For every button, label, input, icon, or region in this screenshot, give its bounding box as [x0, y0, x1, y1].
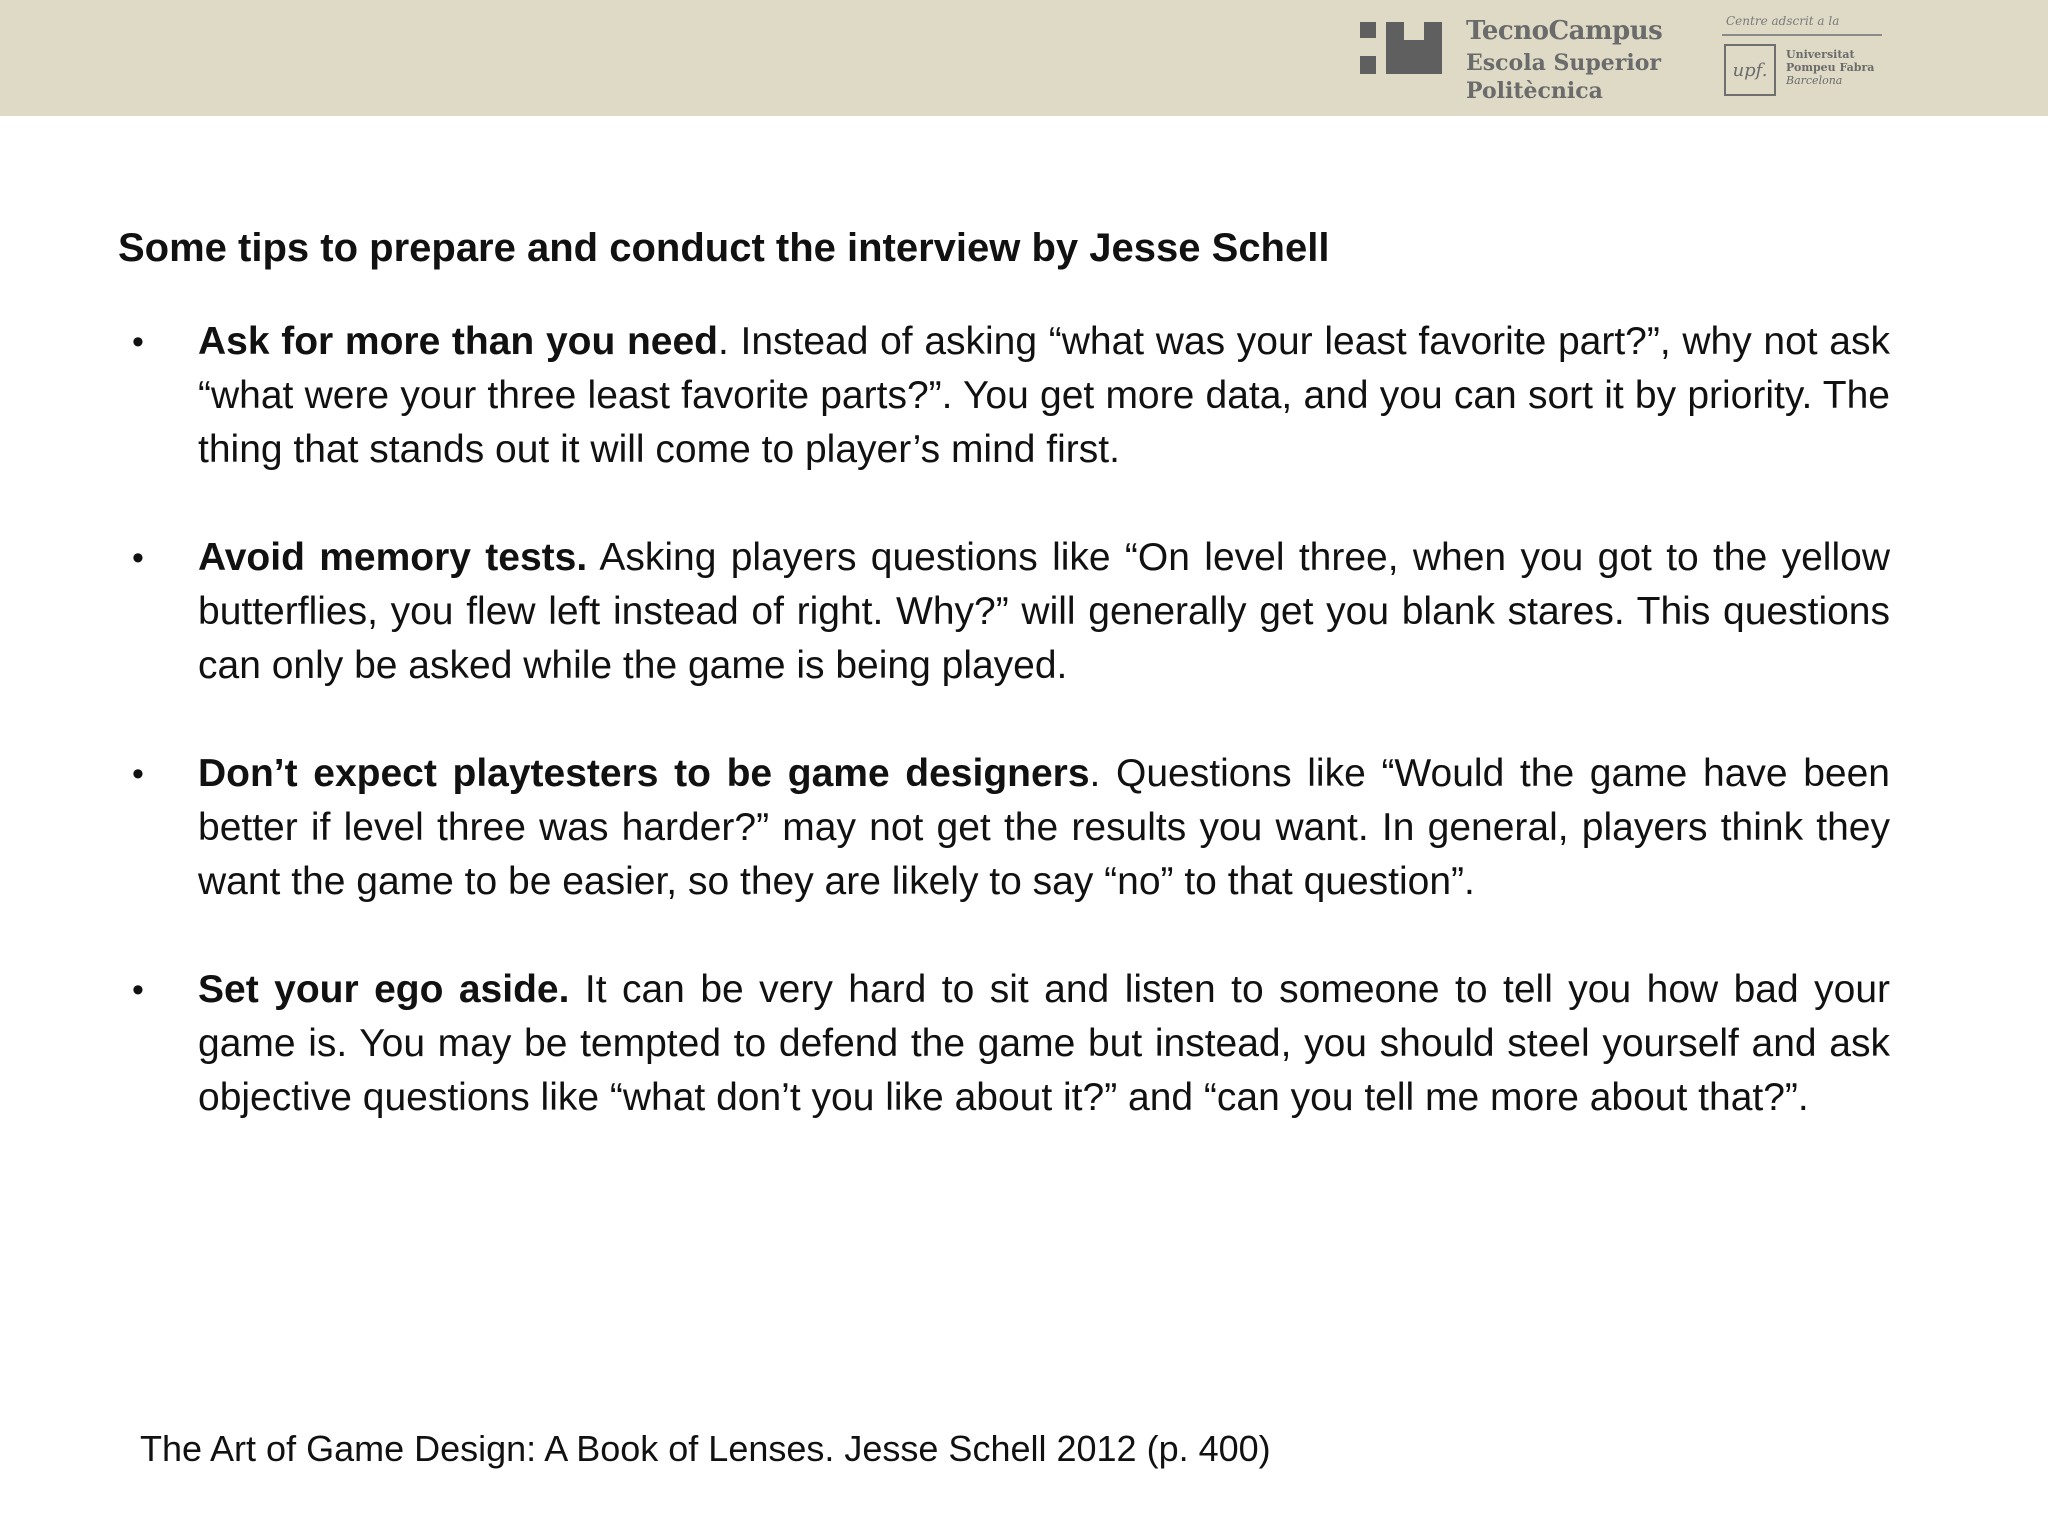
- tip-lead: Ask for more than you need: [198, 320, 718, 363]
- tip-text: . Questions like “Would the game have been better if level three was harder?” may not get the results you want. In general, players think they want the game to be easier, so they are likely to say “no” to that question”.: [198, 752, 1890, 903]
- slide-content: [118, 226, 1890, 1179]
- tecnocampus-logo: [1360, 16, 1663, 104]
- slide-title: Some tips to prepare and conduct the interview by Jesse Schell: [118, 226, 1330, 270]
- tip-item: [118, 531, 1890, 693]
- upf-mark: upf.: [1724, 44, 1776, 96]
- tecnocampus-name: TecnoCampus: [1466, 16, 1663, 46]
- tecnocampus-mark-icon: [1360, 22, 1442, 78]
- reference-citation: The Art of Game Design: A Book of Lenses. Jesse Schell 2012 (p. 400): [140, 1428, 1271, 1469]
- upf-logo: [1722, 14, 1882, 104]
- upf-name-line-3: Barcelona: [1786, 74, 1843, 88]
- tip-lead: Avoid memory tests.: [198, 536, 588, 579]
- bullet-icon: •: [132, 323, 144, 361]
- bullet-icon: •: [132, 971, 144, 1009]
- tip-item: [118, 963, 1890, 1125]
- tecnocampus-wordmark: [1466, 18, 1662, 102]
- tip-item: [118, 747, 1890, 909]
- upf-name-line-2: Pompeu Fabra: [1786, 61, 1875, 75]
- tip-lead: Set your ego aside.: [198, 968, 570, 1011]
- upf-divider: [1722, 34, 1882, 36]
- tips-list: [118, 315, 1890, 1125]
- tip-lead: Don’t expect playtesters to be game designers: [198, 752, 1090, 795]
- bullet-icon: •: [132, 755, 144, 793]
- tip-text: It can be very hard to sit and listen to someone to tell you how bad your game is. You may be tempted to defend the game but instead, you should steel yourself and ask objective questions like “what don’t you like about it?” and “can you tell me more about that?”.: [198, 968, 1890, 1119]
- upf-name: [1786, 48, 1874, 88]
- tecnocampus-subtitle-1: Escola Superior: [1466, 50, 1661, 76]
- upf-caption: Centre adscrit a la: [1726, 14, 1840, 28]
- tip-text: Asking players questions like “On level three, when you got to the yellow butterflies, you flew left instead of right. Why?” will generally get you blank stares. This questions can only be asked while the game is being played.: [198, 536, 1890, 687]
- bullet-icon: •: [132, 539, 144, 577]
- tip-item: [118, 315, 1890, 477]
- tip-text: . Instead of asking “what was your least favorite part?”, why not ask “what were your three least favorite parts?”. You get more data, and you can sort it by priority. The thing that stands out it will come to player’s mind first.: [198, 320, 1890, 471]
- tecnocampus-subtitle-2: Politècnica: [1466, 78, 1603, 104]
- upf-name-line-1: Universitat: [1786, 48, 1855, 61]
